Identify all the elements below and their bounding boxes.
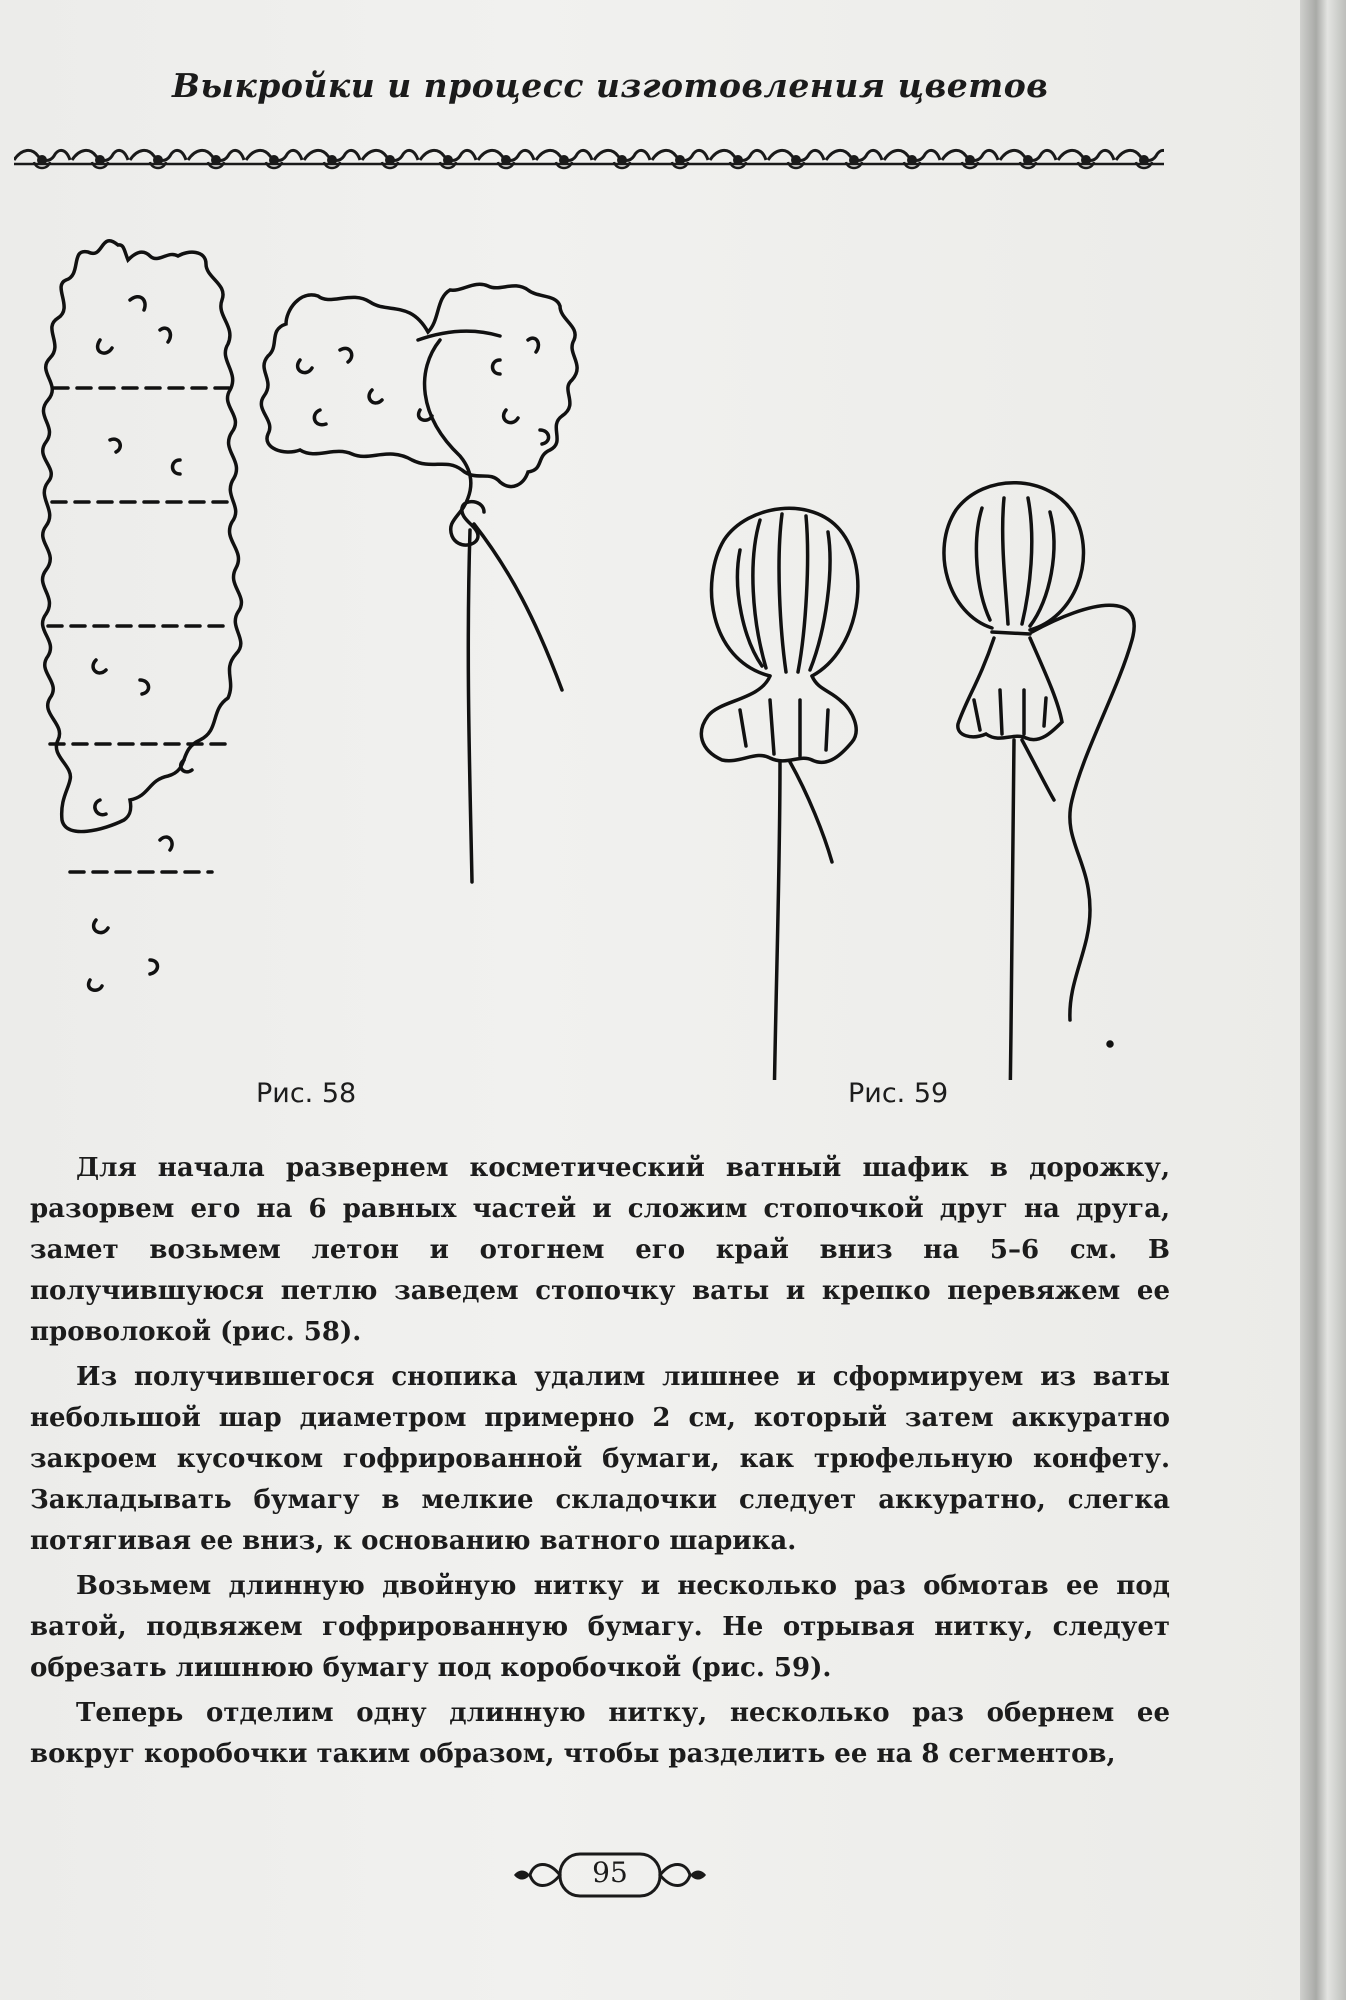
ornament-motif bbox=[362, 150, 418, 168]
ornament-motif bbox=[420, 150, 476, 168]
ornament-motif bbox=[826, 150, 882, 168]
figure-59-caption: Рис. 59 bbox=[848, 1078, 949, 1109]
ornament-motif bbox=[72, 150, 128, 168]
figure-58-cotton-strip bbox=[43, 241, 242, 991]
running-header: Выкройки и процесс изготовления цветов bbox=[172, 66, 1049, 105]
ornament-border bbox=[14, 140, 1164, 180]
figure-58-caption: Рис. 58 bbox=[256, 1078, 357, 1109]
ornament-motif bbox=[1116, 150, 1164, 168]
figures-area bbox=[0, 220, 1200, 1080]
ornament-motif bbox=[536, 150, 592, 168]
ornament-motif bbox=[710, 150, 766, 168]
ornament-motif bbox=[304, 150, 360, 168]
paragraph-2: Из получившегося снопика удалим лишнее и сформируем из ваты небольшой шар диаметром примерно 2 см, который затем аккуратно закроем кусочком гофрированной бумаги, как трюфельную конфету. Закладывать бумагу в мелкие складочки следует аккуратно, слегка потягивая ее вниз, к основанию ватного шарика. bbox=[30, 1362, 1170, 1556]
ornament-motif bbox=[942, 150, 998, 168]
ornament-motif bbox=[188, 150, 244, 168]
ornament-motif bbox=[478, 150, 534, 168]
ornament-motif bbox=[884, 150, 940, 168]
paragraph-4: Теперь отделим одну длинную нитку, несколько раз обернем ее вокруг коробочки таким образом, чтобы разделить ее на 8 сегментов, bbox=[30, 1698, 1170, 1769]
ornament-motif bbox=[768, 150, 824, 168]
ornament-motif bbox=[14, 150, 70, 168]
figure-59-ball-wrapped bbox=[701, 508, 858, 1080]
ornament-motif bbox=[1058, 150, 1114, 168]
body-text bbox=[30, 1148, 1170, 1779]
figure-59-ball-tied bbox=[944, 483, 1134, 1080]
page-number: 95 bbox=[592, 1856, 628, 1889]
ornament-motif bbox=[246, 150, 302, 168]
ornament-motif bbox=[130, 150, 186, 168]
figure-58-tied-bundle bbox=[261, 284, 577, 882]
paragraph-1: Для начала развернем косметический ватный шафик в дорожку, разорвем его на 6 равных частей и сложим стопочкой друг на друга, замет возьмем летон и отогнем его край вниз на 5–6 см. В получившуюся петлю заведем стопочку ваты и крепко перевяжем ее проволокой (рис. 58). bbox=[30, 1153, 1170, 1347]
book-spine bbox=[1300, 0, 1346, 2000]
ornament-motif bbox=[1000, 150, 1056, 168]
paragraph-3: Возьмем длинную двойную нитку и несколько раз обмотав ее под ватой, подвяжем гофрированную бумагу. Не отрывая нитку, следует обрезать лишнюю бумагу под коробочкой (рис. 59). bbox=[30, 1571, 1170, 1683]
ornament-motif bbox=[594, 150, 650, 168]
ornament-motif bbox=[652, 150, 708, 168]
